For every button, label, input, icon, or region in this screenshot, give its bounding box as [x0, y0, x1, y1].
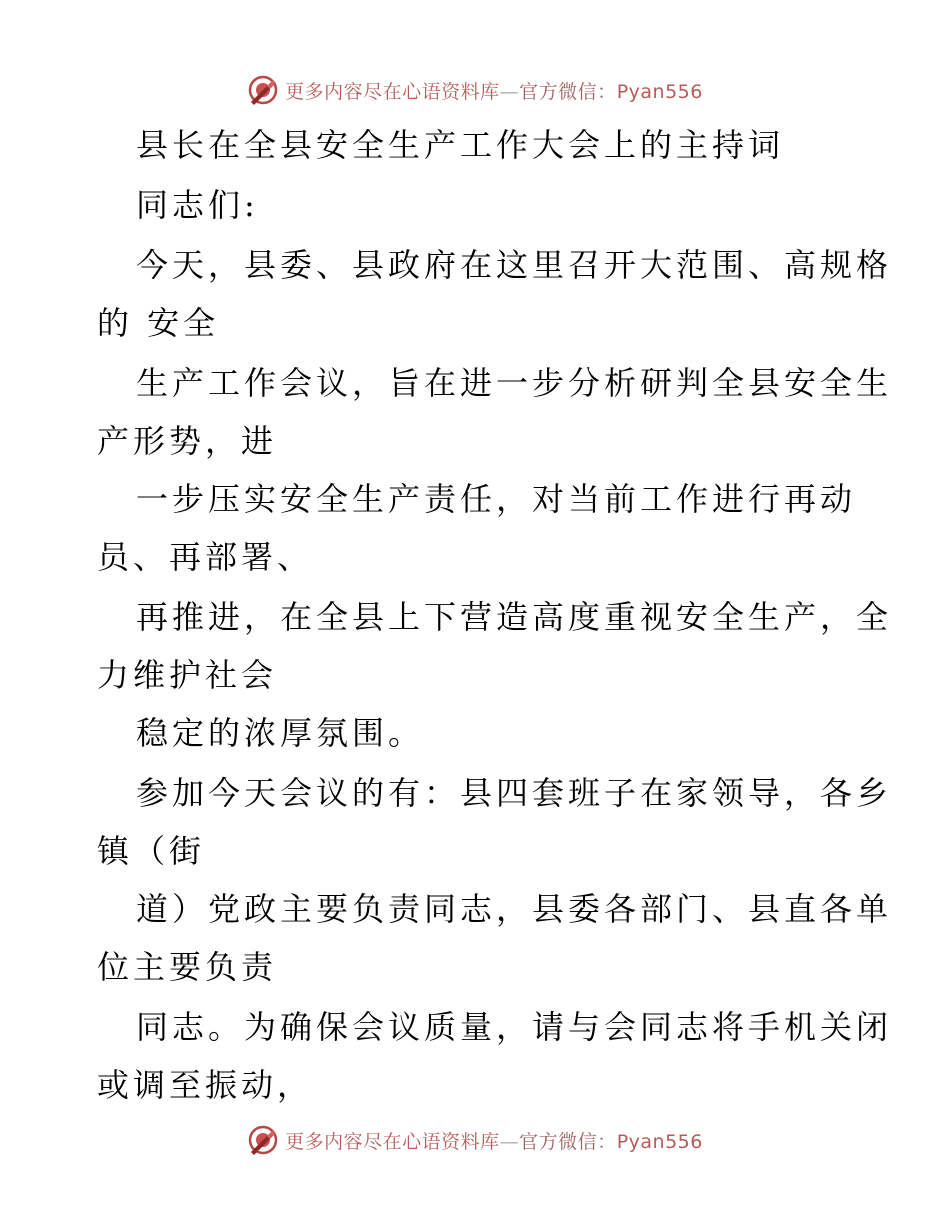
paragraph-line: 或调至振动，	[97, 1066, 314, 1104]
paragraph-line: 今天，县委、县政府在这里召开大范围、高规格	[136, 246, 893, 284]
watermark-wechat-label: 官方微信：	[519, 80, 617, 103]
paragraph-line: 员、再部署、	[97, 538, 314, 576]
footer-watermark	[0, 1120, 950, 1160]
paragraph-line: 参加今天会议的有：县四套班子在家领导，各乡	[136, 774, 893, 812]
pen-logo-icon	[247, 1124, 279, 1156]
header-watermark	[0, 70, 950, 110]
paragraph-line: 产形势，进	[97, 422, 278, 460]
watermark-text	[285, 77, 703, 104]
paragraph-line: 生产工作会议，旨在进一步分析研判全县安全生	[136, 364, 893, 402]
pen-logo-icon	[247, 74, 279, 106]
paragraph-line: 道）党政主要负责同志，县委各部门、县直各单	[136, 890, 893, 928]
watermark-wechat-id: Pyan556	[616, 1130, 703, 1153]
paragraph-line: 一步压实安全生产责任，对当前工作进行再动	[136, 480, 857, 518]
salutation: 同志们:	[136, 186, 259, 224]
paragraph-line: 稳定的浓厚氛围。	[136, 714, 425, 752]
watermark-separator: —	[499, 1130, 520, 1153]
watermark-text	[285, 1127, 703, 1154]
paragraph-line: 力维护社会	[97, 656, 278, 694]
watermark-wechat-label: 官方微信：	[519, 1130, 617, 1153]
paragraph-line: 位主要负责	[97, 948, 278, 986]
watermark-main-text: 更多内容尽在心语资料库	[285, 80, 500, 103]
watermark-wechat-id: Pyan556	[616, 80, 703, 103]
paragraph-line: 同志。为确保会议质量，请与会同志将手机关闭	[136, 1008, 893, 1046]
paragraph-line: 镇（街	[97, 832, 206, 870]
document-title: 县长在全县安全生产工作大会上的主持词	[136, 126, 785, 164]
paragraph-line: 的 安全	[97, 304, 220, 342]
paragraph-line: 再推进，在全县上下营造高度重视安全生产，全	[136, 598, 893, 636]
watermark-separator: —	[499, 80, 520, 103]
watermark-main-text: 更多内容尽在心语资料库	[285, 1130, 500, 1153]
